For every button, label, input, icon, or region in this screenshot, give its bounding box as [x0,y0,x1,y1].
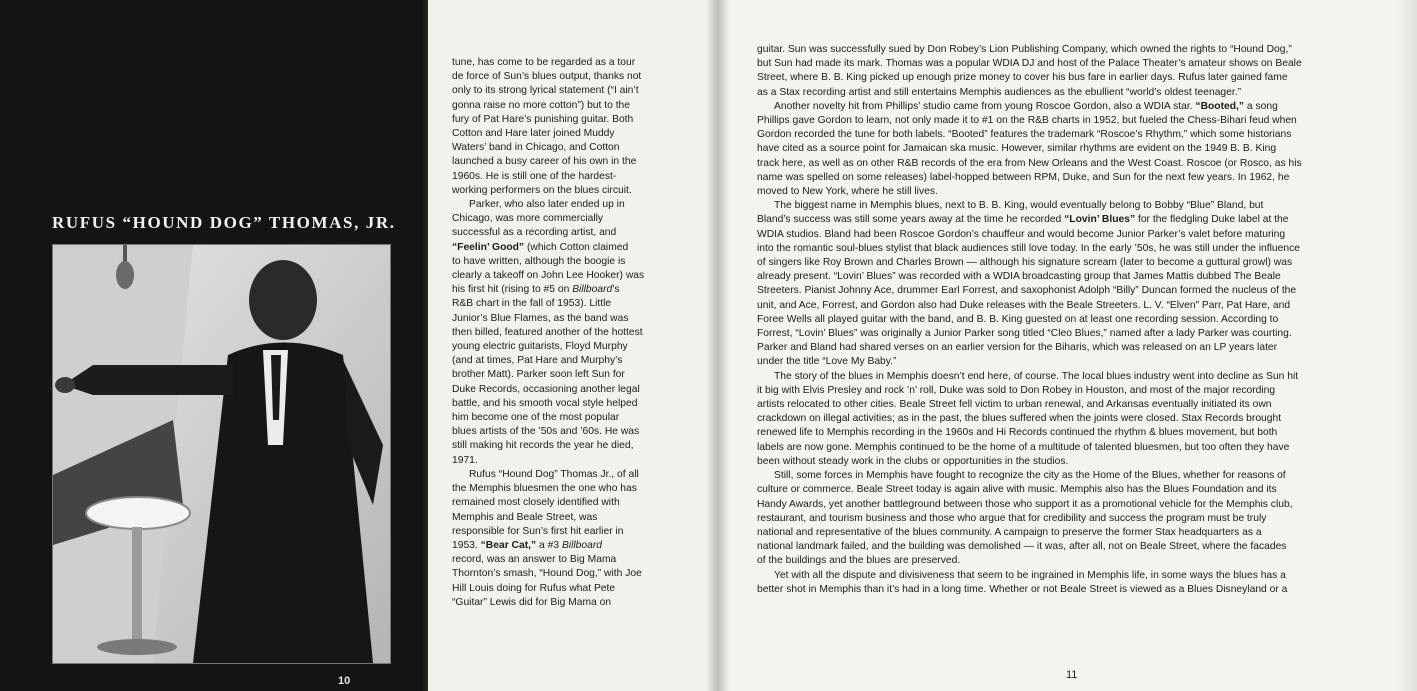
text-line: Street, where B. B. King picked up enough prize money to cover his bus fare in earlier days. Rufus later gained fame [757,72,1288,84]
text-line: better shot in Memphis than it’s had in a long time. Whether or not Beale Street is viewed as a Blues Disneyland or a [757,583,1288,595]
text-line: launched a busy career of his own in the [452,156,637,168]
page-number-left: 10 [338,675,351,687]
text-line: remained most closely identified with [452,497,620,509]
text-line: moved to New York, where he still lives. [757,186,938,198]
text-fragment: for the fledgling Duke label at the [1135,214,1289,226]
text-line [452,283,667,297]
text-line: unit, and Ace, Forrest, and Gordon also had Duke releases with the Beale Streeters. L. V. “Elven” Parr, Pat Hare, and [757,299,1291,311]
text-line: Duke Records, occasioning another legal [452,383,640,395]
text-line: de force of Sun’s blues output, thanks not [452,71,642,83]
text-line: have cited as a source point for Jamaican ska music. However, similar rhythms are evident on the 1949 B. B. King [757,143,1277,155]
text-line: record, was an answer to Big Mama [452,554,617,566]
text-fragment: a song [1244,100,1278,112]
page-edge [1395,0,1417,691]
text-line: Handy Awards, yet another battleground between those who support it as a promotional vehicle for the Memphis club, [757,498,1293,510]
text-fragment: 1953. [452,539,478,551]
text-line: it big with Elvis Presley and rock ’n’ roll, Duke was sold to Don Robey in Houston, and most of the major recording [757,384,1276,396]
mid-column [452,56,667,610]
text-line: working performers on the blues circuit. [452,184,632,196]
text-line: responsible for Sun’s first hit earlier in [452,525,624,537]
text-line: culture or commerce. Beale Street today is again alive with music. Memphis also has the Blues Foundation and its [757,484,1277,496]
left-page [0,0,428,691]
song-title-bear-cat: “Bear Cat,” [480,539,537,551]
text-fragment: (which Cotton claimed [524,241,629,253]
text-fragment: his first hit (rising to #5 on [452,284,573,296]
text-fragment: ’s [612,284,620,296]
text-line: artists relocated to other cities. Beale Street fell victim to urban renewal, and Arkansas eventually initiated its own [757,399,1272,411]
text-line: Thornton’s smash, “Hound Dog,” with Joe [452,568,642,580]
text-line: still making hit records the year he died, [452,440,634,452]
text-fragment: a #3 [536,539,562,551]
text-line: Foree Wells all played guitar with the band, and B. B. King guested on at least one recording session. According to [757,313,1279,325]
text-line: been without steady work in the clubs or opportunities in the studios. [757,455,1069,467]
song-title-lovin-blues: “Lovin’ Blues” [1064,214,1136,226]
text-line: Gordon recorded the tune for both labels. “Booted” features the trademark “Roscoe’s Rhythm,” which some historians [757,129,1292,141]
publication-billboard: Billboard [572,284,613,296]
paragraph-2 [452,198,667,468]
paragraph-3 [452,468,667,610]
text-line: renewed life to Memphis recording in the 1960s and Hi Records continued the rhythm & blues movement, but both [757,427,1278,439]
paragraph-1 [452,56,667,198]
text-line: only to its strong lyrical statement (“I ain’t [452,85,639,97]
publication-billboard: Billboard [561,539,603,551]
paragraph-6 [757,569,1361,597]
text-line: Forrest, “Lovin’ Blues” was originally a Junior Parker song titled “Cleo Blues,” named after a lady Parker was courting. [757,328,1292,340]
text-line: Parker and Bland had shared verses on an earlier version for the Biharis, which was released on an LP years later [757,342,1278,354]
text-line: Rufus “Hound Dog” Thomas Jr., of all [469,468,639,480]
text-line: guitar. Sun was successfully sued by Don Robey’s Lion Publishing Company, which owned the rights to “Hound Dog,” [757,44,1292,55]
text-line: into the romantic soul-blues stylist that black audiences still love today. In the early ’50s, he was still under the influence [757,242,1300,254]
text-line: WDIA studios. Bland had been Roscoe Gordon’s chauffeur and would become Junior Parker’s valet before maturing [757,228,1286,240]
text-line: restaurant, and tourism business and those who argue that for credibility and success the program must be truly [757,512,1267,524]
section-heading: RUFUS “HOUND DOG” THOMAS, JR. [52,213,396,232]
text-line: Streeters. Pianist Johnny Ace, drummer Earl Forrest, and saxophonist Adolph “Billy” Duncan formed the nucleus of the [757,285,1297,297]
text-line: Cotton and Hare later joined Muddy [452,128,615,140]
text-line: R&B chart in the fall of 1953). Little [452,298,612,310]
book-spine [706,0,730,691]
text-line: battle, and his smooth vocal style helped [452,397,638,409]
paragraph-2 [757,100,1361,199]
text-line: the Memphis bluesmen the one who has [452,483,637,495]
page-number-right: 11 [1066,669,1078,681]
text-line [452,241,667,255]
text-line: clearly a takeoff on John Lee Hooker) was [452,270,645,282]
text-line: Waters’ band in Chicago, and Cotton [452,142,620,154]
text-line: Parker, who also later ended up in [469,199,625,211]
text-line: labels are now gone. Memphis continued to be the home of a multitude of talented bluesmen, but too often they have [757,441,1290,453]
text-line: him become one of the most popular [452,412,620,424]
text-line: 1960s. He is still one of the hardest- [452,170,617,182]
rufus-thomas-photo [52,244,391,664]
text-line: tune, has come to be regarded as a tour [452,57,636,68]
text-line: The story of the blues in Memphis doesn’t end here, of course. The local blues industry went into decline as Sun hit [774,370,1299,382]
text-fragment: Bland’s success was still some years away at the time he recorded [757,214,1065,226]
text-line: Junior’s Blue Flames, as the band was [452,312,629,324]
text-fragment: Another novelty hit from Phillips’ studio came from young Roscoe Gordon, also a WDIA star. [774,100,1196,112]
text-line: of the buildings and the blues are preserved. [757,555,961,567]
text-line: blues artists of the ’50s and ’60s. He was [452,426,640,438]
text-line: Still, some forces in Memphis have fought to recognize the city as the Home of the Blues, whether for reasons of [774,470,1286,482]
text-line: to have written, although the boogie is [452,255,626,267]
text-line: 1971. [452,454,478,466]
song-title-booted: “Booted,” [1195,100,1245,112]
paragraph-3 [757,199,1361,369]
right-column [757,43,1361,597]
paragraph-1 [757,43,1361,100]
text-line: already present. “Lovin’ Blues” was recorded with a WDIA broadcasting group that James Mattis dubbed The Beale [757,271,1281,283]
text-line: Yet with all the dispute and divisiveness that seem to be ingrained in Memphis life, in some ways the blues has a [774,569,1286,581]
text-line: successful as a recording artist, and [452,227,617,239]
text-line: but Sun had made its mark. Thomas was a popular WDIA DJ and host of the Palace Theater’s amateur shows on Beale [757,58,1302,70]
text-line [757,213,1361,227]
text-line: The biggest name in Memphis blues, next to B. B. King, would eventually belong to Bobby “Blue” Bland, but [774,200,1264,212]
paragraph-5 [757,469,1361,568]
text-line: name was spelled on some releases) label-hopped between RPM, Duke, and Sun for the next few years. In 1962, he [757,171,1290,183]
text-line: Memphis and Beale Street, was [452,511,598,523]
text-line: national and representative of the blues community. A campaign to preserve the former Stax headquarters as a [757,526,1262,538]
text-line: then billed, featured another of the hottest [452,326,643,338]
text-line: Phillips gave Gordon to learn, not only made it to #1 on the R&B charts in 1952, but fueled the Chess-Bihari feud when [757,115,1297,127]
text-line: young electric guitarists, Floyd Murphy [452,341,628,353]
photo-illustration [53,245,390,663]
text-line: Chicago, was more commercially [452,213,604,225]
text-line: (and at times, Pat Hare and Murphy’s [452,355,623,367]
text-line: Hill Louis doing for Rufus what Pete [452,582,616,594]
text-line [452,539,667,553]
text-line: under the title “Love My Baby.” [757,356,897,368]
text-line: of singers like Roy Brown and Charles Brown — although his signature scream (later to become a guttural growl) was [757,257,1293,269]
text-line: brother Matt). Parker soon left Sun for [452,369,625,381]
text-line: as a Stax recording artist and still entertains Memphis audiences as the ebullient “world’s oldest teenager.” [757,86,1242,98]
text-line: national landmark failed, and the building was demolished — it was, after all, not on Beale Street, where the facades [757,541,1287,553]
text-line [757,100,1361,114]
text-line: “Guitar” Lewis did for Big Mama on [452,596,612,608]
text-line: crackdown on illegal activities; as in the past, the blues suffered when the joints were closed. Stax Records brought [757,413,1282,425]
song-title-feelin-good: “Feelin’ Good” [452,241,525,253]
text-line: fury of Pat Hare’s punishing guitar. Both [452,113,634,125]
text-line: track here, as well as on other R&B records of the era from New Orleans and the West Coast. Roscoe (or Rosco, as his [757,157,1302,169]
paragraph-4 [757,370,1361,469]
text-line: gonna raise no more cotton”) but to the [452,99,631,111]
